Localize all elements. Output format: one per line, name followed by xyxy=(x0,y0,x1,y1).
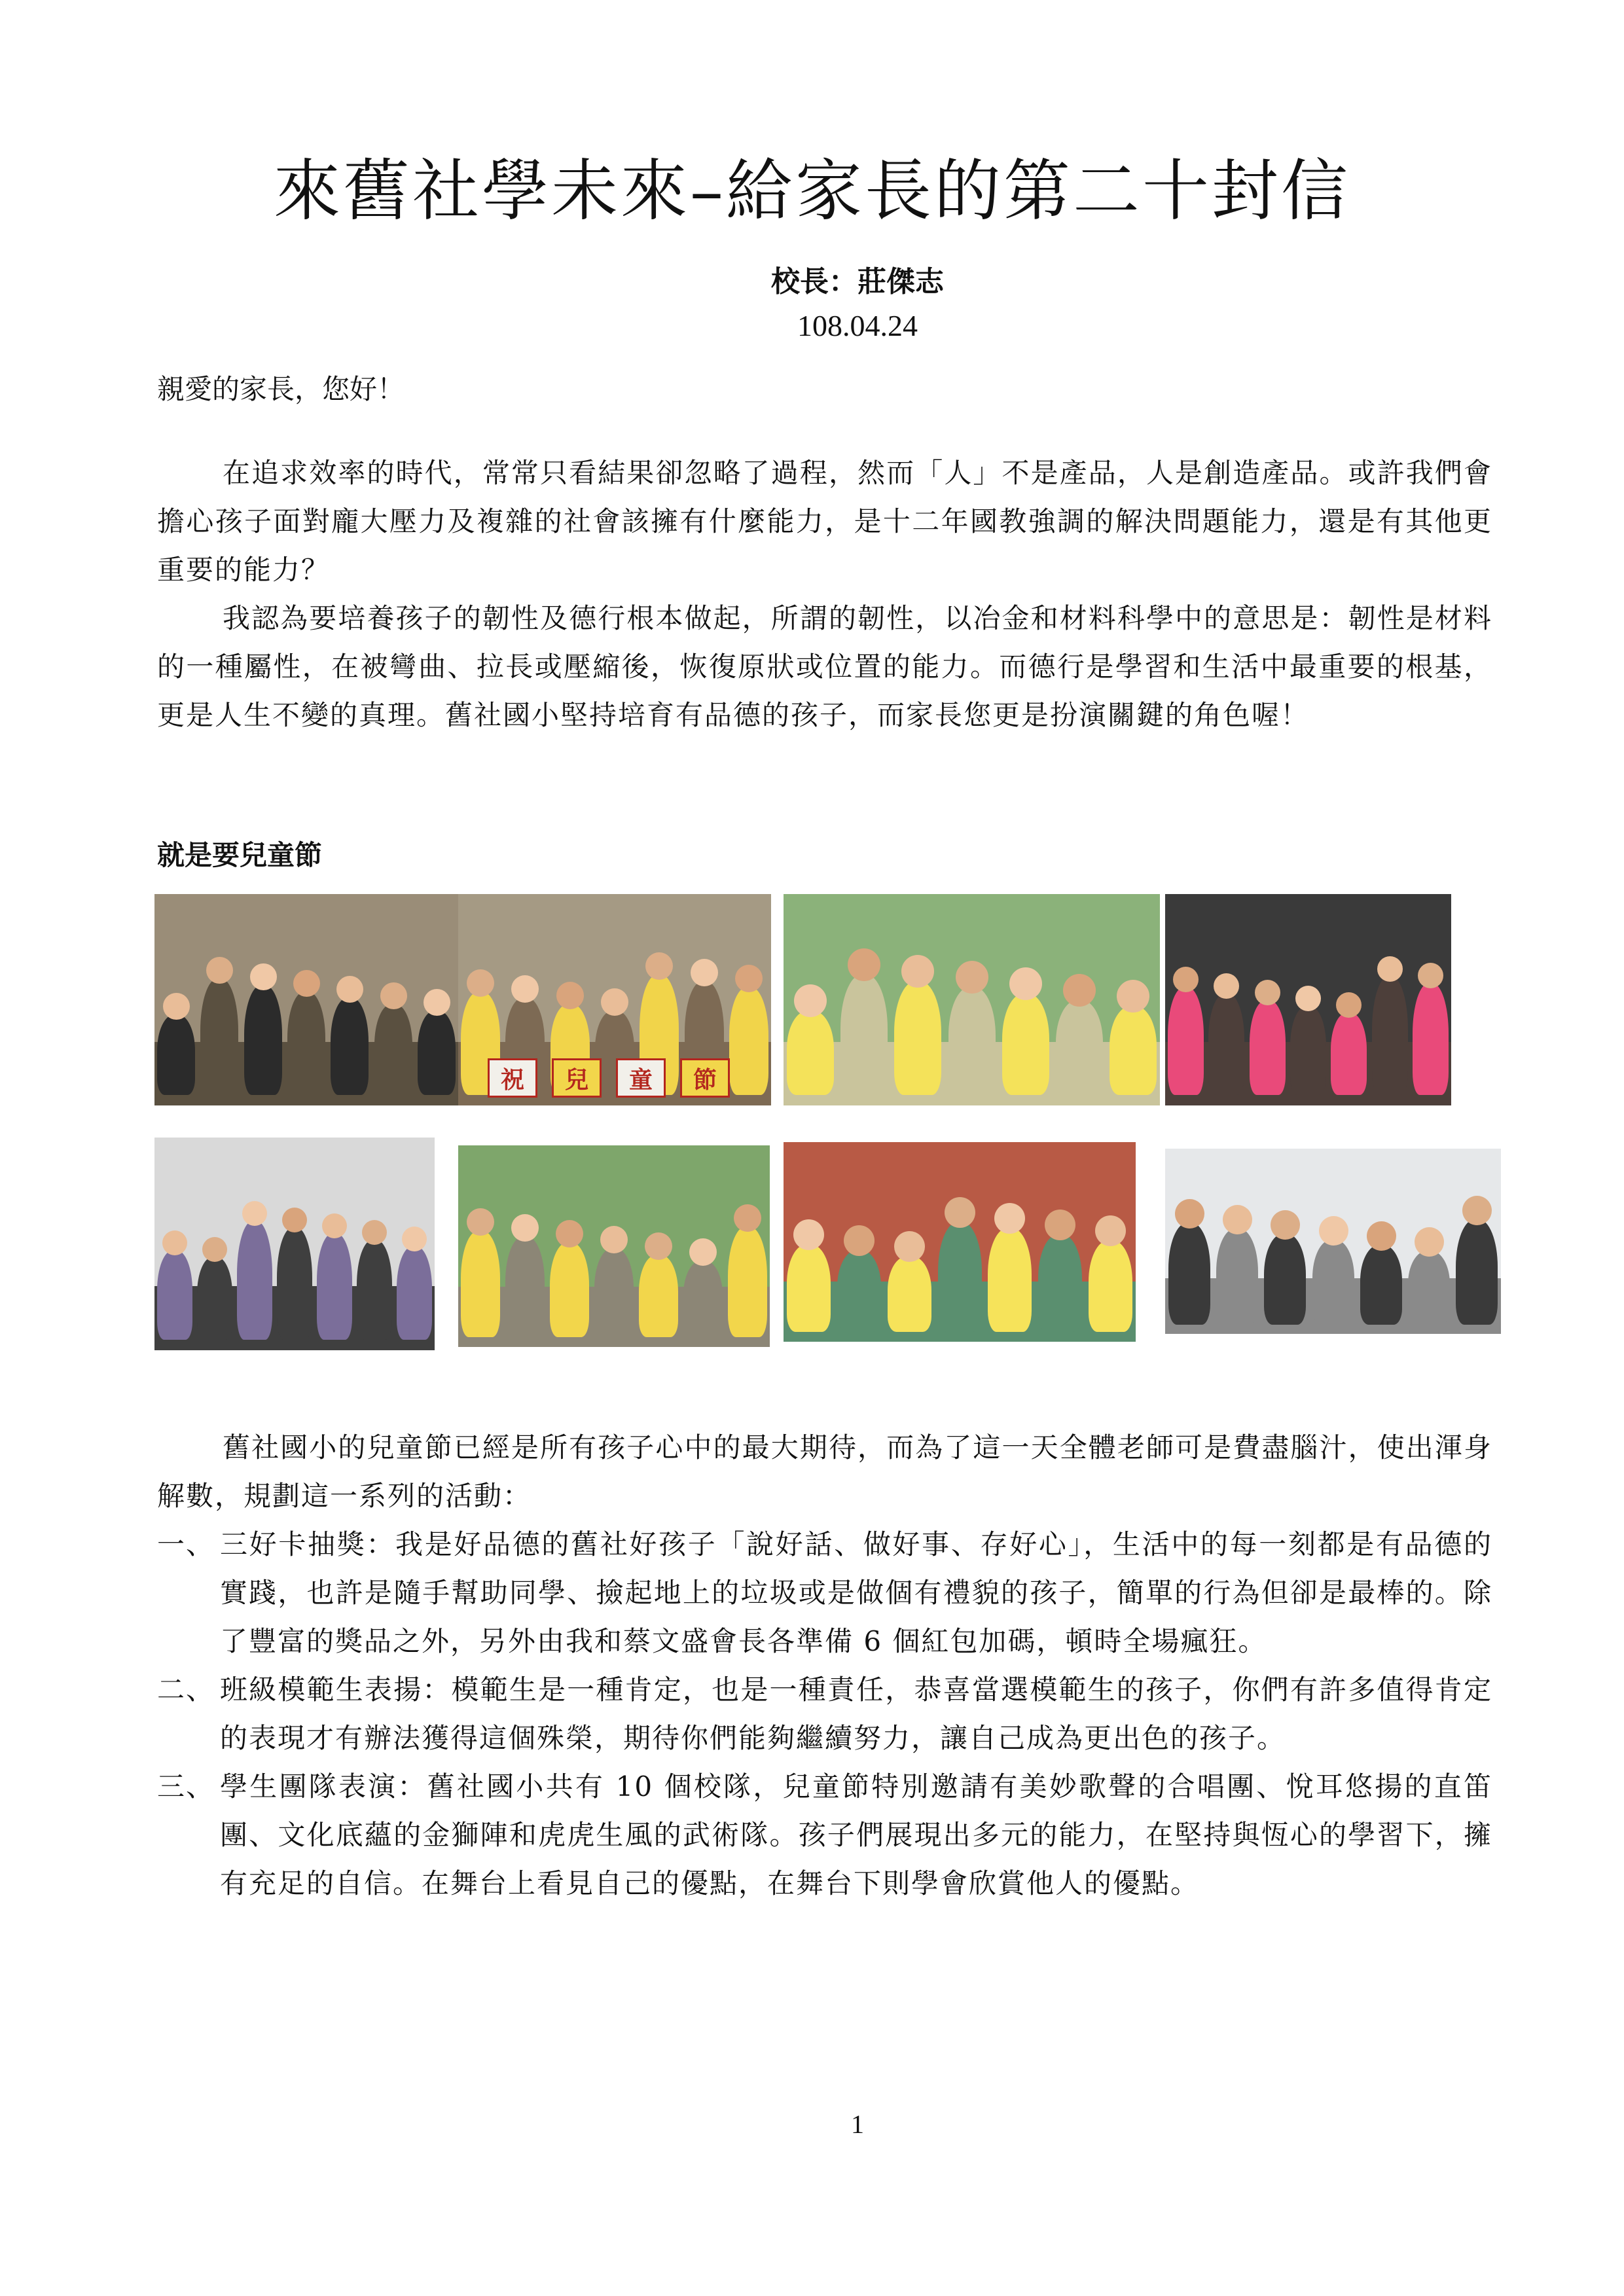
principal-name: 校長：莊傑志 xyxy=(771,265,944,298)
photo-figure-head xyxy=(424,989,450,1016)
photo-figure xyxy=(1250,1000,1286,1095)
photo-figure-head xyxy=(1214,973,1239,999)
photo-figure xyxy=(988,1228,1032,1332)
photo-figure xyxy=(729,987,768,1095)
photo-figure-head xyxy=(1175,1199,1204,1229)
photo-figure xyxy=(1208,994,1244,1095)
photo-figure-head xyxy=(734,1204,761,1232)
list-text: 三好卡抽獎：我是好品德的舊社好孩子「說好話、做好事、存好心」，生活中的每一刻都是有品德的實踐，也許是隨手幫助同學、撿起地上的垃圾或是做個有禮貌的孩子，簡單的行為但卻是最棒的。除了豐富的獎品之外，另外由我和蔡文盛會長各準備 6 個紅包加碼，頓時全場瘋狂。 xyxy=(220,1528,1492,1657)
photo-figure-head xyxy=(1367,1221,1396,1251)
photo-figure xyxy=(1264,1234,1306,1325)
photo-figure xyxy=(550,1242,589,1337)
photo-figure-head xyxy=(1117,980,1149,1013)
photo-figure-head xyxy=(556,982,584,1009)
list-text: 班級模範生表揚：模範生是一種肯定，也是一種責任，恭喜當選模範生的孩子，你們有許多值得肯定的表現才有辦法獲得這個殊榮，期待你們能夠繼續努力，讓自己成為更出色的孩子。 xyxy=(220,1674,1492,1754)
photo-principal-with-kids xyxy=(458,1145,770,1347)
photo-figure xyxy=(1372,977,1408,1095)
photo-figure xyxy=(397,1246,432,1340)
photo-figure-head xyxy=(1095,1215,1126,1246)
photo-figure xyxy=(594,1248,634,1337)
photo-figure xyxy=(948,987,996,1095)
photo-figure xyxy=(1331,1013,1367,1095)
list-number: 二、 xyxy=(157,1674,215,1706)
photo-figure-head xyxy=(206,957,233,984)
photo-figure-head xyxy=(282,1208,307,1232)
list-item xyxy=(157,1520,1492,1666)
photo-figure-head xyxy=(794,984,827,1017)
intro-paragraph: 我認為要培養孩子的韌性及德行根本做起，所謂的韌性，以冶金和材料科學中的意思是：韌性是材料的一種屬性，在被彎曲、拉長或壓縮後，恢復原狀或位置的能力。而德行是學習和生活中最重要的根基，更是人生不變的真理。舊社國小堅持培育有品德的孩子，而家長您更是扮演關鍵的角色喔！ xyxy=(157,602,1492,731)
photo-figure-head xyxy=(945,1197,975,1228)
banner-char: 祝 xyxy=(488,1058,537,1098)
photo-figure-head xyxy=(1336,992,1362,1018)
photo-figure-head xyxy=(901,955,934,988)
photo-figure-head xyxy=(162,1230,187,1255)
children-day-banner xyxy=(488,1058,730,1098)
photo-figure-head xyxy=(848,948,880,981)
photo-figure-head xyxy=(402,1227,427,1251)
intro-paragraph: 在追求效率的時代，常常只看結果卻忽略了過程，然而「人」不是產品，人是創造產品。或許我們會擔心孩子面對龐大壓力及複雜的社會該擁有什麼能力，是十二年國教強調的解決問題能力，還是有其他更重要的能力？ xyxy=(157,457,1492,586)
photo-figure xyxy=(894,981,941,1095)
photo-figure xyxy=(787,1244,831,1332)
photo-figure-head xyxy=(956,961,988,994)
photo-figure xyxy=(1290,1006,1326,1095)
photo-figure xyxy=(1312,1240,1354,1325)
photo-figure-head xyxy=(691,959,718,986)
photo-figure xyxy=(1168,987,1204,1095)
photo-figure-head xyxy=(322,1213,347,1238)
photo-figure xyxy=(1056,1000,1103,1095)
photo-figure-head xyxy=(511,1214,539,1242)
photo-figure xyxy=(728,1227,767,1337)
photo-figure-head xyxy=(645,1232,672,1260)
photo-figure-head xyxy=(467,969,494,997)
photo-figure-head xyxy=(689,1238,717,1266)
photo-stage-dance xyxy=(154,894,458,1105)
photo-figure-head xyxy=(1009,967,1042,1000)
photo-figure-head xyxy=(380,982,407,1009)
photo-figure xyxy=(1089,1240,1132,1332)
photo-kids-hats-outdoor xyxy=(784,894,1160,1105)
photo-figure-head xyxy=(1418,963,1443,988)
list-item xyxy=(157,1763,1492,1908)
photo-figure-head xyxy=(601,988,628,1016)
photo-figure-head xyxy=(1223,1205,1252,1234)
photo-figure-head xyxy=(844,1225,875,1256)
photo-figure xyxy=(461,1230,500,1337)
photo-figure-head xyxy=(1271,1210,1300,1240)
photo-figure-head xyxy=(735,965,763,992)
photo-figure xyxy=(157,1250,192,1340)
photo-figure xyxy=(1002,994,1049,1095)
photo-background xyxy=(458,894,771,989)
photo-background xyxy=(458,1145,770,1236)
list-text: 學生團隊表演：舊社國小共有 10 個校隊，兒童節特別邀請有美妙歌聲的合唱團、悅耳悠揚的直笛團、文化底蘊的金獅陣和虎虎生風的武術隊。孩子們展現出多元的能力，在堅持與恆心的學習下，擁有充足的自信。在舞台上看見自己的優點，在舞台下則學會欣賞他人的優點。 xyxy=(220,1770,1492,1899)
section-heading: 就是要兒童節 xyxy=(157,839,323,871)
list-number: 一、 xyxy=(157,1528,215,1560)
photo-figure-head xyxy=(250,963,277,990)
photo-figure-head xyxy=(511,975,539,1003)
photo-figure xyxy=(787,1011,834,1095)
photo-figure xyxy=(317,1233,352,1340)
photo-figure xyxy=(1110,1006,1157,1095)
photo-figure xyxy=(1408,1251,1450,1325)
photo-figure xyxy=(938,1222,982,1332)
photo-figure-head xyxy=(645,952,673,980)
greeting: 親愛的家長，您好！ xyxy=(157,373,405,405)
photo-figure-head xyxy=(1045,1210,1075,1240)
photo-figure xyxy=(683,1261,723,1337)
photo-figure xyxy=(197,1257,232,1340)
banner-char: 節 xyxy=(680,1058,730,1098)
photo-figure xyxy=(287,992,325,1095)
photo-figure xyxy=(1413,983,1449,1095)
photo-figure xyxy=(1456,1219,1498,1325)
list-item xyxy=(157,1666,1492,1763)
photo-figure xyxy=(331,997,369,1095)
photo-figure xyxy=(1216,1229,1258,1325)
photo-figure-head xyxy=(1319,1216,1348,1246)
photo-figure xyxy=(1360,1245,1402,1325)
photo-figure xyxy=(1038,1234,1082,1332)
photo-figure xyxy=(237,1221,272,1340)
photo-figure xyxy=(157,1014,195,1095)
photo-figure-head xyxy=(556,1220,583,1247)
photo-stage-group xyxy=(458,894,771,1105)
photo-girls-jackets xyxy=(1165,894,1451,1105)
photo-figure-head xyxy=(1377,956,1403,982)
photo-figure xyxy=(374,1004,412,1095)
photo-figure-head xyxy=(1295,986,1321,1011)
photo-indoor-class-group xyxy=(154,1138,435,1350)
photo-figure-head xyxy=(1063,974,1096,1007)
photo-figure xyxy=(277,1227,312,1340)
page-title: 來舊社學未來–給家長的第二十封信 xyxy=(274,152,1350,230)
page-number: 1 xyxy=(851,2109,864,2139)
photo-background xyxy=(1165,894,1451,989)
photo-figure xyxy=(357,1240,392,1340)
photo-figure-head xyxy=(1173,967,1199,992)
photo-figure-head xyxy=(1462,1196,1492,1225)
photo-figure xyxy=(418,1011,456,1095)
photo-figure xyxy=(840,975,888,1095)
photo-figure-head xyxy=(994,1203,1025,1234)
photo-figure-head xyxy=(242,1201,267,1226)
photo-figure-head xyxy=(1255,980,1280,1005)
photo-figure-head xyxy=(202,1237,227,1262)
photo-figure xyxy=(837,1250,881,1332)
body-paragraph: 舊社國小的兒童節已經是所有孩子心中的最大期待，而為了這一天全體老師可是費盡腦汁，使出渾身解數，規劃這一系列的活動： xyxy=(157,1431,1492,1512)
letter-date: 108.04.24 xyxy=(797,309,918,342)
photo-figure-head xyxy=(600,1226,628,1253)
photo-figure-head xyxy=(163,993,190,1020)
photo-figure xyxy=(200,978,238,1095)
banner-char: 童 xyxy=(616,1058,666,1098)
activity-list xyxy=(157,1520,1492,1908)
photo-figure-head xyxy=(793,1219,824,1250)
photo-figure xyxy=(639,1255,678,1337)
photo-assembly-courtyard xyxy=(1165,1149,1501,1334)
photo-figure-head xyxy=(293,970,320,997)
photo-picnic-courtyard xyxy=(784,1142,1136,1342)
photo-figure xyxy=(888,1256,931,1332)
photo-figure xyxy=(244,985,282,1095)
photo-figure xyxy=(505,1236,545,1337)
photo-figure-head xyxy=(336,976,363,1003)
list-number: 三、 xyxy=(157,1770,215,1803)
photo-figure-head xyxy=(467,1208,494,1236)
photo-figure-head xyxy=(894,1231,925,1262)
photo-figure xyxy=(1168,1223,1210,1325)
photo-figure-head xyxy=(362,1220,387,1245)
banner-char: 兒 xyxy=(552,1058,602,1098)
photo-figure-head xyxy=(1415,1227,1444,1257)
